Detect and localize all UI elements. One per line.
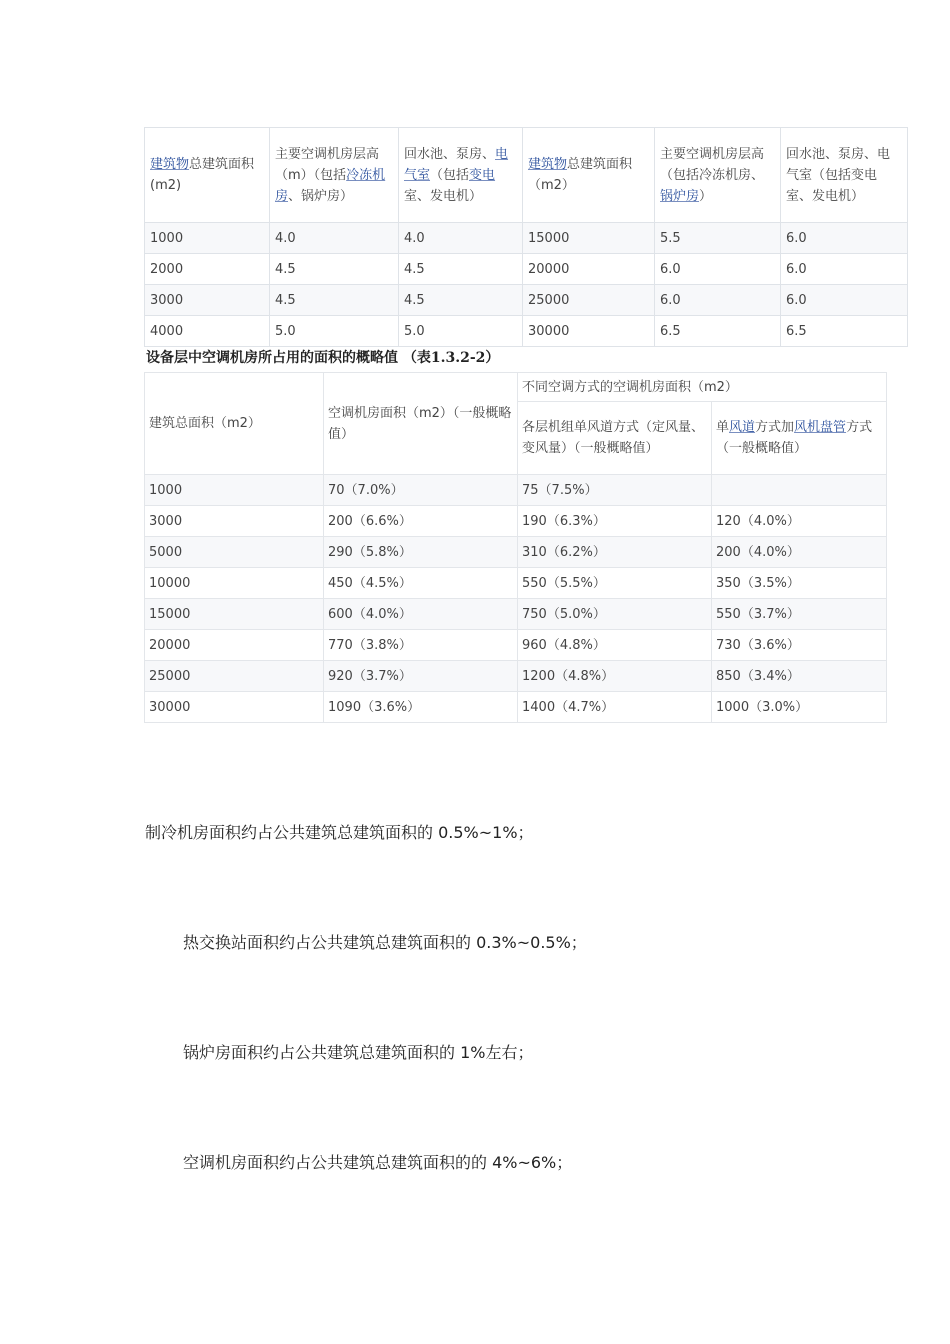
table-row xyxy=(145,692,887,723)
table-cell: 4.5 xyxy=(399,254,523,285)
table-cell: 4.0 xyxy=(399,223,523,254)
room-area-table xyxy=(144,372,887,723)
table-cell: 4.0 xyxy=(270,223,399,254)
table-row xyxy=(145,254,908,285)
table-cell: 6.0 xyxy=(781,223,908,254)
table-row xyxy=(145,223,908,254)
table-row xyxy=(145,475,887,506)
note-paragraph: 热交换站面积约占公共建筑总建筑面积的 0.3%~0.5%； xyxy=(183,933,587,952)
header-cell: 建筑物总建筑面积（m2） xyxy=(523,128,655,223)
building-link[interactable]: 建筑物 xyxy=(528,157,568,172)
table-cell: 1000（3.0%） xyxy=(712,692,887,723)
table-cell: 200（6.6%） xyxy=(324,506,518,537)
table-cell: 5.0 xyxy=(270,316,399,347)
table-cell: 1000 xyxy=(145,223,270,254)
table-cell: 4.5 xyxy=(399,285,523,316)
table-cell: 200（4.0%） xyxy=(712,537,887,568)
group-header-cell: 不同空调方式的空调机房面积（m2） xyxy=(518,373,887,402)
table-cell: 15000 xyxy=(145,599,324,630)
table-cell: 600（4.0%） xyxy=(324,599,518,630)
table-row xyxy=(145,506,887,537)
table-header-row xyxy=(145,128,908,223)
table-row xyxy=(145,599,887,630)
table-cell: 1090（3.6%） xyxy=(324,692,518,723)
table-cell: 750（5.0%） xyxy=(518,599,712,630)
fan-coil-link[interactable]: 风机盘管 xyxy=(794,420,847,435)
table-cell: 30000 xyxy=(145,692,324,723)
boiler-room-link[interactable]: 锅炉房 xyxy=(660,188,700,204)
table-cell: 20000 xyxy=(145,630,324,661)
table-row xyxy=(145,661,887,692)
table-cell: 310（6.2%） xyxy=(518,537,712,568)
air-duct-link[interactable]: 风道 xyxy=(729,420,756,435)
table-cell: 1000 xyxy=(145,475,324,506)
table-cell: 15000 xyxy=(523,223,655,254)
table-cell: 20000 xyxy=(523,254,655,285)
table-cell: 450（4.5%） xyxy=(324,568,518,599)
table-caption: 设备层中空调机房所占用的面积的概略值 （表1.3.2-2） xyxy=(146,350,500,366)
table-cell: 6.5 xyxy=(781,316,908,347)
table-cell: 290（5.8%） xyxy=(324,537,518,568)
building-link[interactable]: 建筑物 xyxy=(150,157,190,172)
table-cell: 1400（4.7%） xyxy=(518,692,712,723)
chiller-room-link[interactable]: 冷冻机房 xyxy=(275,167,386,204)
table-cell: 3000 xyxy=(145,285,270,316)
table-cell: 6.5 xyxy=(655,316,781,347)
table-header-row xyxy=(145,373,887,402)
table-cell: 30000 xyxy=(523,316,655,347)
table-cell: 25000 xyxy=(523,285,655,316)
note-paragraph: 空调机房面积约占公共建筑总建筑面积的的 4%~6%； xyxy=(183,1153,573,1172)
electrical-room-link[interactable]: 电气室 xyxy=(404,146,509,183)
table-cell: 770（3.8%） xyxy=(324,630,518,661)
table-cell: 4000 xyxy=(145,316,270,347)
table-cell: 25000 xyxy=(145,661,324,692)
table-cell: 920（3.7%） xyxy=(324,661,518,692)
table-cell: 4.5 xyxy=(270,285,399,316)
table-cell: 10000 xyxy=(145,568,324,599)
table-cell xyxy=(712,475,887,506)
table-cell: 6.0 xyxy=(781,285,908,316)
header-cell: 各层机组单风道方式（定风量、变风量）（一般概略值） xyxy=(518,402,712,475)
note-paragraph: 锅炉房面积约占公共建筑总建筑面积的 1%左右； xyxy=(183,1043,534,1062)
table-cell: 5.0 xyxy=(399,316,523,347)
table-row xyxy=(145,537,887,568)
table-cell: 5000 xyxy=(145,537,324,568)
table-cell: 730（3.6%） xyxy=(712,630,887,661)
header-cell: 主要空调机房层高（包括冷冻机房、锅炉房） xyxy=(655,128,781,223)
table-cell: 6.0 xyxy=(655,254,781,285)
table-cell: 3000 xyxy=(145,506,324,537)
table-row xyxy=(145,316,908,347)
table-row xyxy=(145,568,887,599)
header-cell: 回水池、泵房、电气室（包括变电室、发电机） xyxy=(399,128,523,223)
header-cell: 建筑物总建筑面积(m2) xyxy=(145,128,270,223)
table-cell: 850（3.4%） xyxy=(712,661,887,692)
table-cell: 4.5 xyxy=(270,254,399,285)
header-cell: 回水池、泵房、电气室（包括变电室、发电机） xyxy=(781,128,908,223)
table-cell: 550（5.5%） xyxy=(518,568,712,599)
room-height-table xyxy=(144,127,908,347)
table-cell: 960（4.8%） xyxy=(518,630,712,661)
table-cell: 120（4.0%） xyxy=(712,506,887,537)
table-cell: 190（6.3%） xyxy=(518,506,712,537)
table-cell: 6.0 xyxy=(781,254,908,285)
header-cell: 空调机房面积（m2）（一般概略值） xyxy=(324,373,518,475)
table-cell: 2000 xyxy=(145,254,270,285)
table-row xyxy=(145,285,908,316)
table-cell: 550（3.7%） xyxy=(712,599,887,630)
table-cell: 75（7.5%） xyxy=(518,475,712,506)
header-cell: 主要空调机房层高（m）（包括冷冻机房、锅炉房） xyxy=(270,128,399,223)
table-row xyxy=(145,630,887,661)
table-cell: 1200（4.8%） xyxy=(518,661,712,692)
header-cell: 单风道方式加风机盘管方式（一般概略值） xyxy=(712,402,887,475)
header-cell: 建筑总面积（m2） xyxy=(145,373,324,475)
substation-link[interactable]: 变电 xyxy=(469,167,496,183)
note-paragraph: 制冷机房面积约占公共建筑总建筑面积的 0.5%~1%； xyxy=(145,823,534,842)
table-cell: 350（3.5%） xyxy=(712,568,887,599)
table-cell: 6.0 xyxy=(655,285,781,316)
table-cell: 5.5 xyxy=(655,223,781,254)
table-cell: 70（7.0%） xyxy=(324,475,518,506)
